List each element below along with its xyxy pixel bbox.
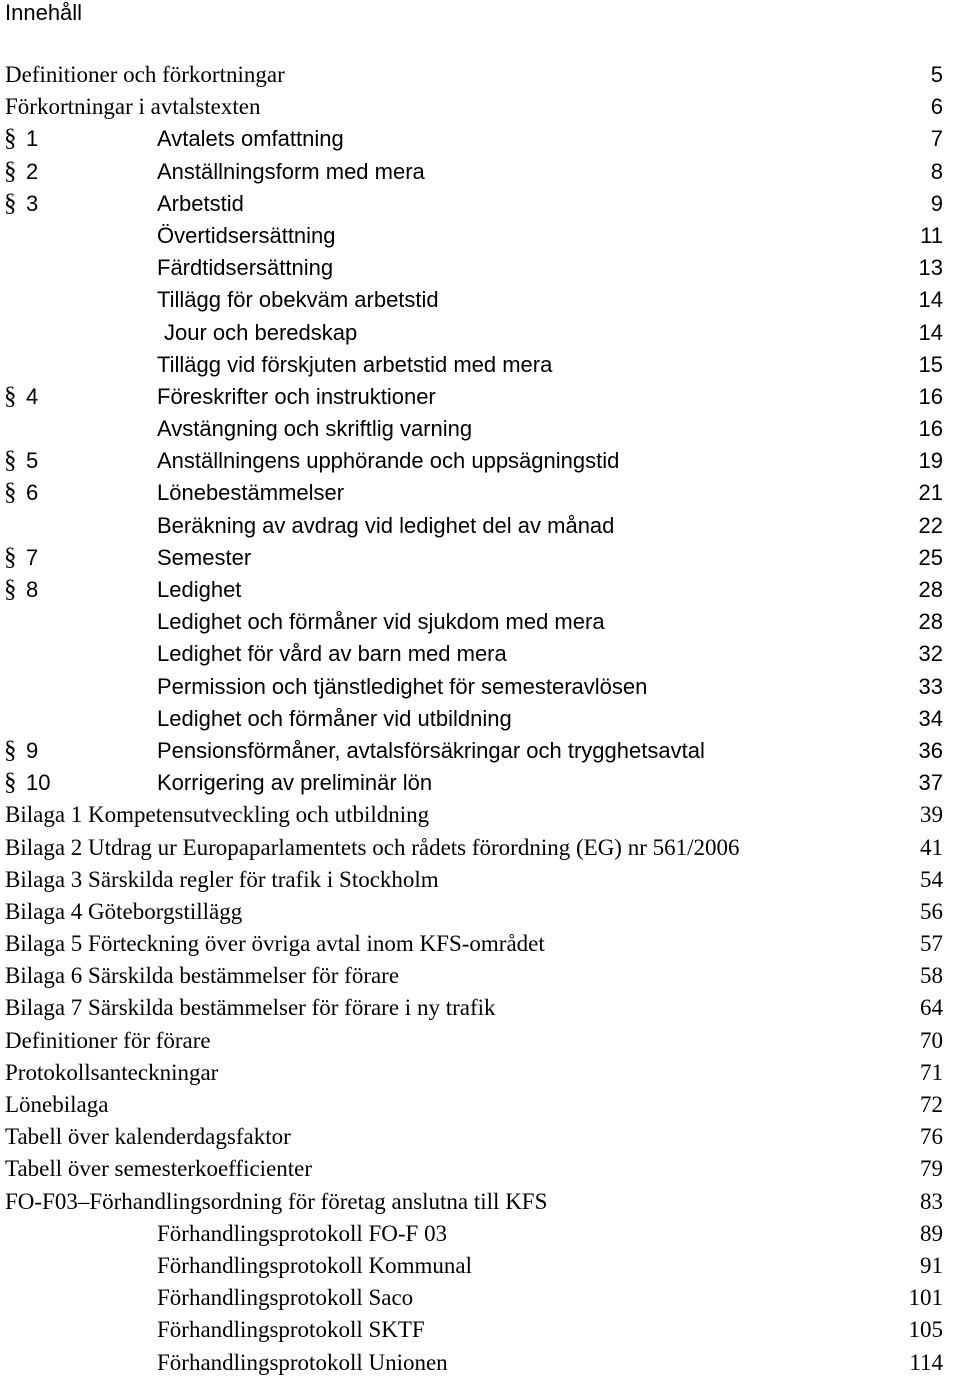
- toc-entry-page: 6: [930, 94, 943, 120]
- toc-entry-title: Ledighet och förmåner vid sjukdom med mera: [157, 609, 605, 635]
- toc-entry-page: 36: [918, 737, 943, 763]
- toc-entry-title: Avtalets omfattning: [157, 126, 344, 152]
- toc-entry: [0, 317, 960, 349]
- toc-entry-title: Korrigering av preliminär lön: [157, 770, 433, 796]
- toc-entry-page: 58: [920, 963, 943, 989]
- toc-entry: [0, 220, 960, 252]
- section-symbol: §: [4, 157, 17, 185]
- toc-entry-title: Arbetstid: [157, 190, 244, 216]
- toc-entry-title: Förkortningar i avtalstexten: [5, 94, 261, 120]
- toc-entry-page: 57: [920, 931, 943, 957]
- toc-entry-title: Permission och tjänstledighet för semesteravlösen: [157, 673, 648, 699]
- toc-entry-page: 76: [920, 1124, 943, 1150]
- toc-entry: [0, 91, 960, 123]
- section-symbol: §: [4, 736, 17, 764]
- toc-entry: [0, 1347, 960, 1379]
- section-number: [4, 735, 38, 767]
- toc-entry-page: 16: [918, 416, 943, 442]
- toc-entry-page: 13: [918, 255, 943, 281]
- section-number-value: 4: [26, 383, 39, 409]
- toc-entry-title: Övertidsersättning: [157, 222, 336, 248]
- toc-entry: [0, 1057, 960, 1089]
- toc-entry-title: Ledighet: [157, 577, 242, 602]
- section-number: [4, 381, 38, 413]
- toc-entry-page: 41: [920, 834, 943, 860]
- toc-entry-page: 79: [920, 1156, 943, 1182]
- toc-entry-page: 32: [918, 641, 943, 667]
- toc-entry-page: 5: [930, 62, 943, 87]
- toc-entry: [0, 1186, 960, 1218]
- toc-entry: [0, 799, 960, 831]
- toc-entry-title: Anställningens upphörande och uppsägningstid: [157, 448, 620, 474]
- section-symbol: §: [4, 769, 17, 797]
- toc-entry: [0, 156, 960, 188]
- toc-entry-title: FO-F03–Förhandlingsordning för företag anslutna till KFS: [5, 1188, 548, 1214]
- toc-entry-title: Semester: [157, 544, 252, 570]
- toc-entry-page: 34: [918, 705, 943, 731]
- toc-entry-page: 7: [930, 126, 943, 152]
- toc-entry-title: Förhandlingsprotokoll SKTF: [157, 1317, 425, 1343]
- toc-entry-title: Föreskrifter och instruktioner: [157, 383, 436, 409]
- toc-entry: [0, 252, 960, 284]
- toc-entry-page: 15: [918, 351, 943, 377]
- toc-entry: [0, 767, 960, 799]
- page-heading: Innehåll: [5, 0, 83, 25]
- section-number: [4, 445, 38, 477]
- toc-entry: [0, 445, 960, 477]
- toc-entry-page: 105: [908, 1317, 943, 1343]
- toc-entry: [0, 381, 960, 413]
- section-number-value: 5: [26, 448, 39, 474]
- toc-entry: [0, 477, 960, 509]
- toc-entry-page: 91: [920, 1252, 943, 1278]
- toc-entry-title: Ledighet och förmåner vid utbildning: [157, 705, 512, 731]
- toc-entry: [0, 1025, 960, 1057]
- section-number: [4, 123, 38, 155]
- toc-entry-title: Bilaga 1 Kompetensutveckling och utbildning: [5, 802, 430, 828]
- toc-entry-title: Definitioner för förare: [5, 1027, 211, 1053]
- toc-entry-page: 114: [909, 1349, 943, 1375]
- toc-entry-title: Förhandlingsprotokoll FO-F 03: [157, 1220, 448, 1246]
- toc-entry: [0, 992, 960, 1024]
- toc-entry-page: 22: [918, 512, 943, 538]
- toc-entry-page: 39: [920, 802, 943, 828]
- toc-entry: [0, 864, 960, 896]
- toc-entry: [0, 413, 960, 445]
- table-of-contents: [0, 59, 960, 1379]
- section-number: [4, 767, 50, 799]
- toc-entry-title: Bilaga 2 Utdrag ur Europaparlamentets och rådets förordning (EG) nr 561/2006: [5, 834, 740, 860]
- toc-entry-title: Jour och beredskap: [164, 319, 358, 345]
- section-number-value: 9: [26, 737, 39, 763]
- section-number-value: 1: [26, 126, 39, 152]
- section-number-value: 8: [26, 577, 39, 602]
- toc-entry: [0, 542, 960, 574]
- toc-entry-page: 64: [920, 995, 943, 1021]
- toc-entry: [0, 671, 960, 703]
- toc-entry-title: Lönebestämmelser: [157, 480, 345, 506]
- section-number-value: 2: [26, 158, 39, 184]
- toc-entry-title: Pensionsförmåner, avtalsförsäkringar och trygghetsavtal: [157, 737, 705, 763]
- toc-entry-page: 83: [920, 1188, 943, 1214]
- toc-entry-title: Avstängning och skriftlig varning: [157, 416, 473, 442]
- toc-entry-title: Lönebilaga: [5, 1092, 109, 1117]
- toc-entry-page: 9: [930, 190, 943, 216]
- section-symbol: §: [4, 576, 17, 603]
- toc-entry-title: Tillägg för obekväm arbetstid: [157, 287, 439, 313]
- section-symbol: §: [4, 447, 17, 475]
- toc-entry-page: 25: [918, 544, 943, 570]
- toc-entry-page: 70: [920, 1027, 943, 1053]
- toc-entry-title: Anställningsform med mera: [157, 158, 425, 184]
- toc-entry: [0, 1250, 960, 1282]
- toc-entry-title: Ledighet för vård av barn med mera: [157, 641, 507, 667]
- section-number: [4, 477, 38, 509]
- toc-entry-page: 19: [918, 448, 943, 474]
- toc-entry: [0, 188, 960, 220]
- toc-entry: [0, 606, 960, 638]
- section-symbol: §: [4, 125, 17, 153]
- section-number-value: 3: [26, 190, 39, 216]
- toc-entry-title: Färdtidsersättning: [157, 255, 334, 281]
- toc-entry-title: Bilaga 7 Särskilda bestämmelser för förare i ny trafik: [5, 995, 496, 1021]
- toc-entry-page: 14: [918, 287, 943, 313]
- toc-entry-title: Bilaga 5 Förteckning över övriga avtal inom KFS-området: [5, 931, 545, 957]
- toc-entry-title: Tillägg vid förskjuten arbetstid med mera: [157, 351, 553, 377]
- toc-entry-title: Bilaga 4 Göteborgstillägg: [5, 898, 243, 924]
- toc-entry-title: Definitioner och förkortningar: [5, 62, 285, 87]
- toc-entry: [0, 832, 960, 864]
- toc-entry: [0, 1282, 960, 1314]
- toc-entry-page: 21: [918, 480, 943, 506]
- section-number-value: 6: [26, 480, 39, 506]
- toc-entry-page: 56: [920, 898, 943, 924]
- section-number-value: 10: [26, 770, 51, 796]
- section-number: [4, 574, 38, 606]
- toc-entry-page: 33: [918, 673, 943, 699]
- toc-entry-page: 16: [918, 383, 943, 409]
- toc-entry-title: Förhandlingsprotokoll Unionen: [157, 1349, 448, 1375]
- toc-entry-page: 8: [930, 158, 943, 184]
- toc-entry-page: 101: [908, 1285, 943, 1311]
- toc-entry-title: Bilaga 6 Särskilda bestämmelser för förare: [5, 963, 400, 989]
- section-number: [4, 156, 38, 188]
- section-symbol: §: [4, 543, 17, 571]
- toc-entry: [0, 510, 960, 542]
- toc-entry-page: 54: [920, 866, 943, 892]
- toc-entry: [0, 1153, 960, 1185]
- toc-entry-page: 11: [920, 222, 943, 248]
- section-symbol: §: [4, 189, 17, 217]
- toc-entry: [0, 1121, 960, 1153]
- toc-entry-title: Protokollsanteckningar: [5, 1059, 219, 1085]
- toc-entry: [0, 703, 960, 735]
- toc-entry: [0, 349, 960, 381]
- toc-entry: [0, 638, 960, 670]
- toc-entry: [0, 284, 960, 316]
- section-number-value: 7: [26, 544, 39, 570]
- toc-entry-page: 72: [920, 1092, 943, 1117]
- toc-entry: [0, 960, 960, 992]
- section-symbol: §: [4, 479, 17, 507]
- section-number: [4, 542, 38, 574]
- toc-entry: [0, 735, 960, 767]
- toc-entry: [0, 896, 960, 928]
- toc-entry: [0, 123, 960, 155]
- toc-entry-title: Bilaga 3 Särskilda regler för trafik i Stockholm: [5, 866, 439, 892]
- section-symbol: §: [4, 382, 17, 410]
- toc-entry-title: Beräkning av avdrag vid ledighet del av månad: [157, 512, 615, 538]
- toc-entry-page: 28: [918, 577, 943, 602]
- toc-entry-page: 37: [918, 770, 943, 796]
- toc-entry-title: Tabell över semesterkoefficienter: [5, 1156, 313, 1182]
- toc-entry-title: Förhandlingsprotokoll Kommunal: [157, 1252, 472, 1278]
- toc-entry-title: Tabell över kalenderdagsfaktor: [5, 1124, 291, 1150]
- toc-entry-page: 89: [920, 1220, 943, 1246]
- toc-entry-page: 71: [920, 1059, 943, 1085]
- toc-entry: [0, 574, 960, 606]
- toc-entry: [0, 1218, 960, 1250]
- toc-entry-page: 14: [918, 319, 943, 345]
- toc-entry: [0, 1089, 960, 1121]
- toc-entry-title: Förhandlingsprotokoll Saco: [157, 1285, 414, 1311]
- toc-entry: [0, 59, 960, 91]
- toc-entry: [0, 928, 960, 960]
- toc-entry: [0, 1314, 960, 1346]
- toc-entry-page: 28: [918, 609, 943, 635]
- section-number: [4, 188, 38, 220]
